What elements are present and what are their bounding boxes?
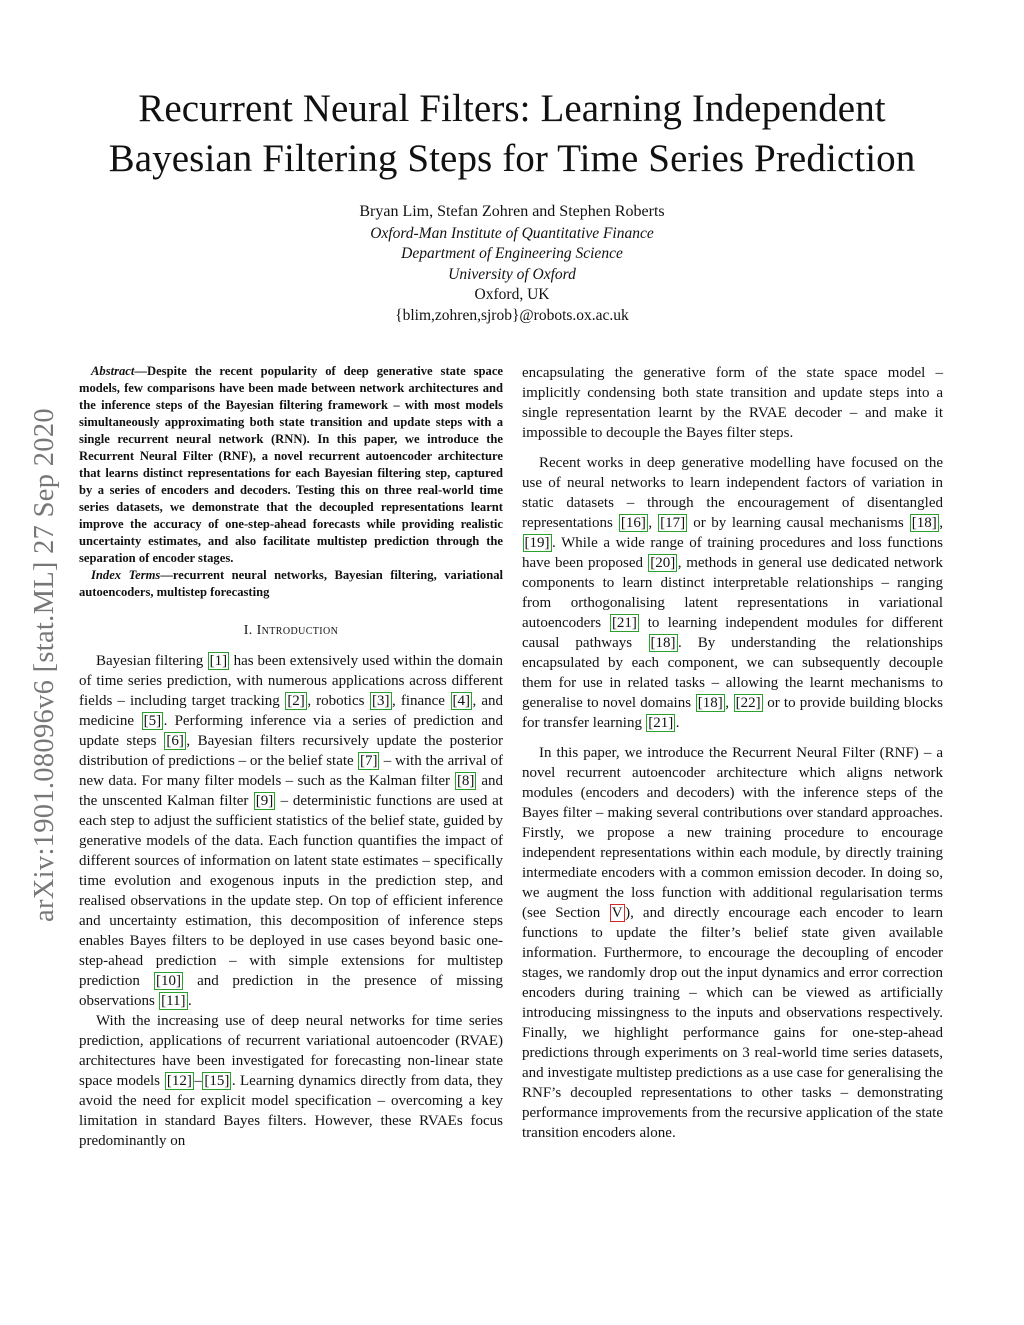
intro-paragraph-5 — [522, 743, 943, 1143]
citation-link[interactable]: [19] — [524, 535, 550, 551]
intro-paragraph-3 — [522, 363, 943, 443]
citation-link[interactable]: [4] — [452, 693, 471, 709]
paragraph-text: . By understanding the relationships encapsulated by each component, we can subsequently decouple them for use in related tasks – allowing the learnt mechanisms to generalise to novel domains — [522, 635, 943, 711]
paragraph-text: , finance — [392, 693, 451, 709]
paragraph-text: , — [648, 515, 658, 531]
citation-link[interactable]: [18] — [697, 695, 723, 711]
paragraph-text: , and medicine — [79, 693, 503, 729]
citation-link[interactable]: [6] — [166, 733, 184, 749]
paragraph-text: , Bayesian filters recursively update the posterior distribution of predictions – or the belief state — [79, 733, 503, 769]
paragraph-text: and the unscented Kalman filter — [79, 773, 503, 809]
abstract-label: Abstract — [91, 364, 135, 378]
paragraph-text: has been extensively used within the domain of time series prediction, with numerous applications across different fields – including target tracking — [79, 653, 503, 709]
paragraph-text: , — [725, 695, 734, 711]
author-emails: {blim,zohren,sjrob}@robots.ox.ac.uk — [395, 306, 629, 324]
paragraph-text: , methods in general use dedicated network components to learn distinct interpretable relationships – ranging from orthogonalising latent representations in variational autoencoders — [522, 555, 943, 631]
title-line-2: Bayesian Filtering Steps for Time Series Prediction — [108, 137, 916, 180]
paragraph-text: and prediction in the presence of missing observations — [79, 973, 503, 1009]
citation-link[interactable]: [3] — [372, 693, 390, 709]
section-link[interactable]: V — [611, 905, 623, 921]
intro-paragraph-1 — [79, 651, 503, 1011]
intro-paragraph-4 — [522, 453, 943, 733]
arxiv-identifier: arXiv:1901.08096v6 [stat.ML] 27 Sep 2020 — [29, 408, 60, 922]
citation-link[interactable]: [18] — [650, 635, 676, 651]
affiliation-university: University of Oxford — [448, 265, 576, 283]
citation-link[interactable]: [1] — [209, 653, 228, 669]
citation-link[interactable]: [17] — [660, 515, 686, 531]
citation-link[interactable]: [21] — [648, 715, 674, 731]
paragraph-text: . Learning dynamics directly from data, they avoid the need for explicit model specification – overcoming a key limitation in standard Bayes filters. However, these RVAEs focus predominantly on — [79, 1073, 503, 1149]
paragraph-text: . While a wide range of training procedures and loss functions have been proposed — [522, 535, 943, 571]
citation-link[interactable]: [11] — [161, 993, 186, 1009]
citation-link[interactable]: [2] — [287, 693, 305, 709]
citation-link[interactable]: [18] — [911, 515, 937, 531]
index-terms-label: Index Terms — [91, 568, 161, 582]
paragraph-text: In this paper, we introduce the Recurrent Neural Filter (RNF) – a novel recurrent autoencoder architecture which aligns network modules (encoders and decoders) with the inference steps of the Bayes filter – making several contributions over standard approaches. Firstly, we propose a new training procedure to encourage independent representations within each module, by directly training intermediate encoders with a common emission decoder. In doing so, we augment the loss function with additional regularisation terms (see Section — [522, 745, 943, 921]
abstract-text: —Despite the recent popularity of deep generative state space models, few comparisons have been made between network architectures and the inference steps of the Bayesian filtering framework – with most models simultaneously approximating both state transition and update steps with a single recurrent neural network (RNN). In this paper, we introduce the Recurrent Neural Filter (RNF), a novel recurrent autoencoder architecture that learns distinct representations for each Bayesian filtering step, captured by a series of encoders and decoders. Testing this on three real-world time series datasets, we demonstrate that the decoupled representations learnt improve the accuracy of one-step-ahead forecasts while providing realistic uncertainty estimates, and also facilitate multistep prediction through the separation of encoder stages. — [79, 364, 503, 565]
arxiv-sidebar — [24, 345, 66, 985]
paper-title — [60, 84, 964, 184]
index-terms-paragraph — [79, 567, 503, 601]
abstract-paragraph — [79, 363, 503, 567]
citation-link[interactable]: [12] — [166, 1073, 192, 1089]
author-names: Bryan Lim, Stefan Zohren and Stephen Roberts — [359, 203, 665, 220]
paragraph-text: . Performing inference via a series of prediction and update steps — [79, 713, 503, 749]
citation-link[interactable]: [7] — [359, 753, 378, 769]
author-block — [200, 202, 824, 326]
paragraph-text: to learning independent modules for different causal pathways — [522, 615, 943, 651]
paragraph-text: Recent works in deep generative modelling have focused on the use of neural networks to learn independent factors of variation in static datasets – through the encouragement of disentangled representations — [522, 455, 943, 531]
paragraph-text: – deterministic functions are used at each step to adjust the sufficient statistics of the belief state, guided by generative models of the data. Each function quantifies the impact of different sources of information on latent state estimates – specifically time evolution and exogenous inputs in the prediction step, and realised observations in the update step. On top of efficient inference and uncertainty estimation, this decomposition of inference steps enables Bayes filters to be deployed in use cases beyond basic one-step-ahead prediction – with simple extensions for multistep prediction — [79, 793, 503, 989]
right-column — [522, 363, 943, 1153]
citation-link[interactable]: [9] — [255, 793, 274, 809]
affiliation-institute: Oxford-Man Institute of Quantitative Finance — [370, 224, 654, 242]
paragraph-text: or to provide building blocks for transfer learning — [522, 695, 944, 731]
citation-link[interactable]: [21] — [611, 615, 637, 631]
paragraph-text: – — [194, 1073, 202, 1089]
affiliation-location: Oxford, UK — [474, 286, 550, 303]
citation-link[interactable]: [5] — [143, 713, 162, 729]
affiliation-department: Department of Engineering Science — [401, 245, 623, 262]
paragraph-text: With the increasing use of deep neural networks for time series prediction, applications of recurrent variational autoencoder (RVAE) architectures have been investigated for forecasting non-linear state space models — [79, 1013, 503, 1089]
abstract — [79, 363, 503, 601]
paragraph-text: Bayesian filtering — [96, 653, 208, 669]
paragraph-text: , — [939, 515, 943, 531]
index-terms-text: —recurrent neural networks, Bayesian filtering, variational autoencoders, multistep forecasting — [79, 568, 503, 599]
title-line-1: Recurrent Neural Filters: Learning Independent — [138, 87, 886, 130]
left-column — [79, 363, 503, 1151]
paragraph-text: . — [188, 993, 192, 1009]
citation-link[interactable]: [10] — [155, 973, 181, 989]
paragraph-text: . — [675, 715, 680, 731]
intro-paragraph-2 — [79, 1011, 503, 1151]
citation-link[interactable]: [16] — [620, 515, 646, 531]
paragraph-text: or by learning causal mechanisms — [687, 515, 910, 531]
paragraph-text: ), and directly encourage each encoder to learn functions to update the filter’s belief state given available information. Furthermore, to encourage the decoupling of encoder stages, we randomly drop out the input dynamics and error correction encoders during training – which can be viewed as artificially introducing missingness to the inputs and observations respectively. Finally, we highlight performance gains for one-step-ahead predictions through experiments on 3 real-world time series datasets, and investigate multistep predictions as a use case for generalising the RNF’s decoupled representations to other tasks – demonstrating performance improvements from the recursive application of the state transition encoders alone. — [522, 905, 944, 1141]
citation-link[interactable]: [22] — [735, 695, 761, 711]
section-heading-introduction: I. Introduction — [243, 623, 339, 638]
paragraph-text: encapsulating the generative form of the state space model – implicitly condensing both state transition and update steps into a single representation learnt by the RVAE decoder – and make it impossible to decouple the Bayes filter steps. — [522, 365, 943, 441]
paragraph-text: , robotics — [307, 693, 370, 709]
paragraph-text: – with the arrival of new data. For many filter models – such as the Kalman filter — [79, 753, 503, 789]
citation-link[interactable]: [20] — [650, 555, 676, 571]
citation-link[interactable]: [15] — [204, 1073, 230, 1089]
citation-link[interactable]: [8] — [456, 773, 475, 789]
